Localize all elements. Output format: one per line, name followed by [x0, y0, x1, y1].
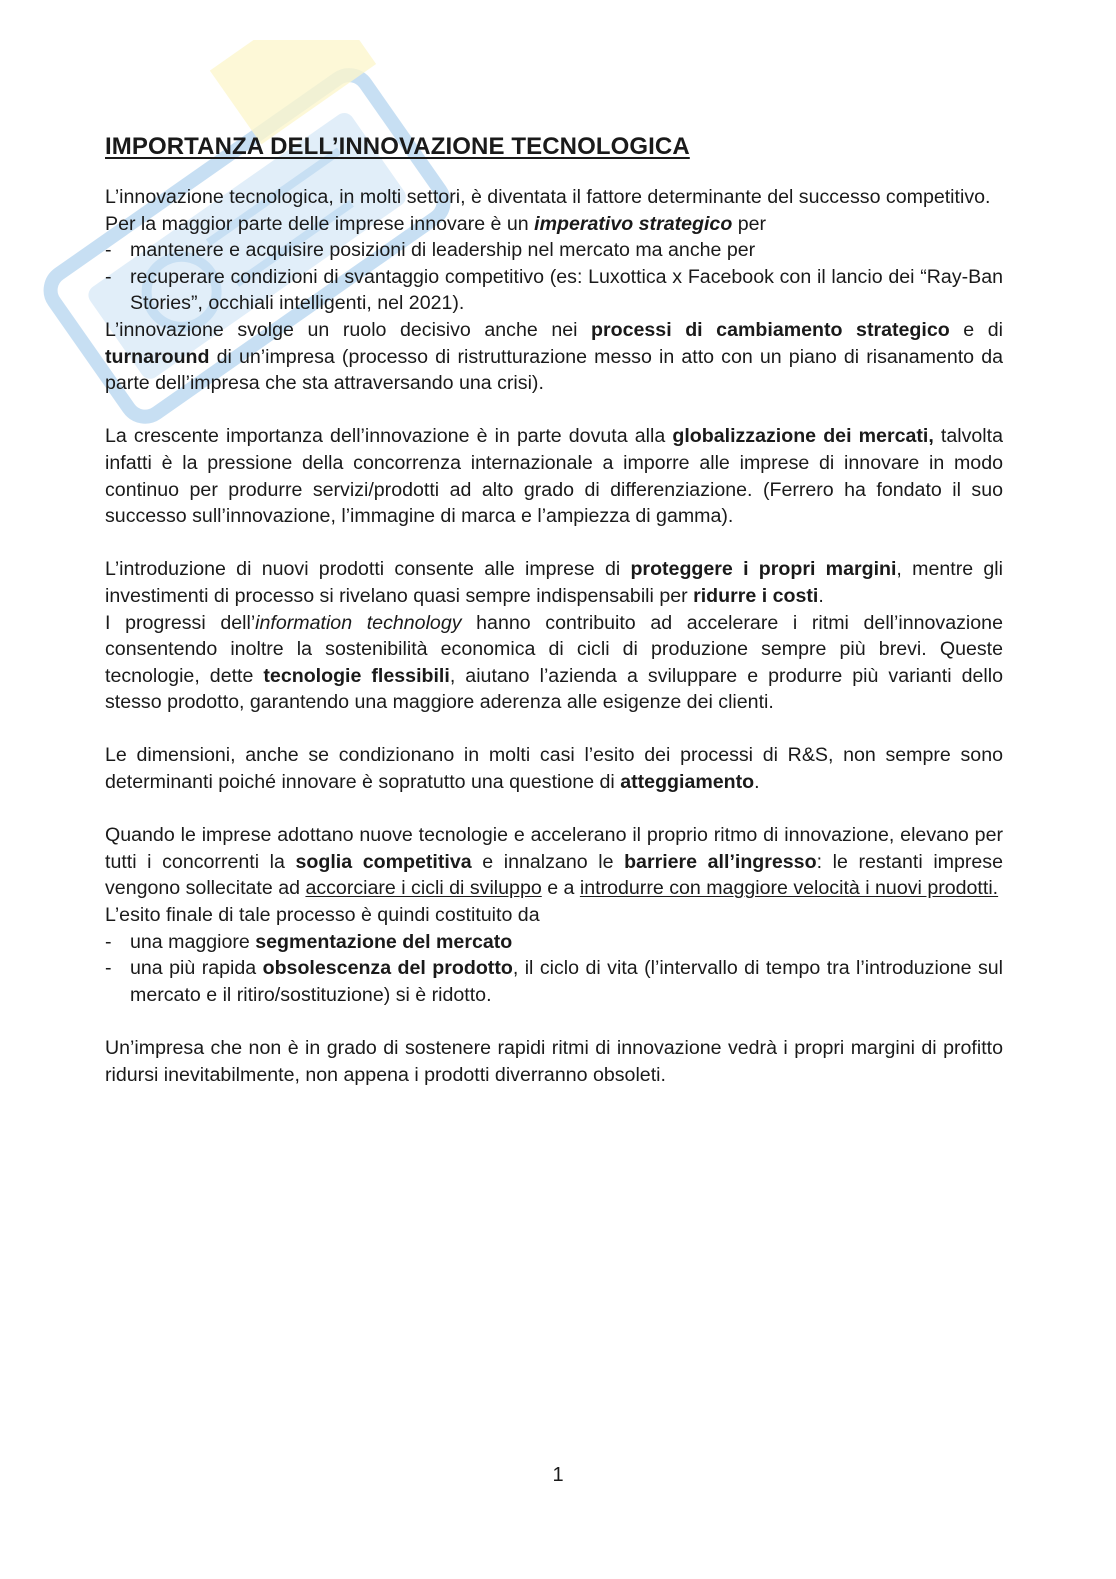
paragraph-outcome: L’esito finale di tale processo è quindi costituito da [105, 904, 540, 927]
list-item: - mantenere e acquisire posizioni di leadership nel mercato ma anche per [105, 237, 1003, 264]
paragraph-imperative: Per la maggior parte delle imprese innovare è un imperativo strategico per [105, 212, 767, 235]
page-number: 1 [552, 1464, 564, 1486]
list-item: - una più rapida obsolescenza del prodotto, il ciclo di vita (l’intervallo di tempo tra l’introduzione sul mercato e il ritiro/sostituzione) si è ridotto. [105, 955, 1003, 1008]
paragraph-conclusion: Un’impresa che non è in grado di sostenere rapidi ritmi di innovazione vedrà i propri margini di profitto ridursi inevitabilmente, non appena i prodotti diverranno obsoleti. [105, 1037, 1003, 1086]
paragraph-dimensions: Le dimensioni, anche se condizionano in molti casi l’esito dei processi di R&S, non sempre sono determinanti poiché innovare è sopratutto una questione di atteggiamento. [105, 744, 1003, 794]
paragraph-intro: L’innovazione tecnologica, in molti settori, è diventata il fattore determinante del successo competitivo. [105, 186, 991, 208]
paragraph-globalization: La crescente importanza dell’innovazione è in parte dovuta alla globalizzazione dei mercati, talvolta infatti è la pressione della concorrenza internazionale a imporre alle imprese di innovare in modo continuo per produrre servizi/prodotti ad alto grado di differenziazione. (Ferrero ha fondato il suo successo sull’innovazione, l’immagine di marca e l’ampiezza di gamma). [105, 425, 1004, 528]
list-outcomes [105, 929, 1003, 1009]
page-title: IMPORTANZA DELL’INNOVAZIONE TECNOLOGICA [105, 133, 690, 160]
paragraph-turnaround: L’innovazione svolge un ruolo decisivo anche nei processi di cambiamento strategico e di turnaround di un’impresa (processo di ristrutturazione messo in atto con un piano di risanamento da parte dell’impresa che sta attraversando una crisi). [105, 318, 1003, 395]
paragraph-competition: Quando le imprese adottano nuove tecnologie e accelerano il proprio ritmo di innovazione, elevano per tutti i concorrenti la soglia competitiva e innalzano le barriere all’ingresso: le restanti imprese vengono sollecitate ad accorciare i cicli di sviluppo e a introdurre con maggiore velocità i nuovi prodotti. [105, 824, 1004, 900]
list-item: - recuperare condizioni di svantaggio competitivo (es: Luxottica x Facebook con il lancio dei “Ray-Ban Stories”, occhiali intelligenti, nel 2021). [105, 264, 1003, 317]
list-item: - una maggiore segmentazione del mercato [105, 929, 1003, 956]
paragraph-margins: L’introduzione di nuovi prodotti consente alle imprese di proteggere i propri margini, mentre gli investimenti di processo si rivelano quasi sempre indispensabili per ridurre i costi. [105, 558, 1003, 607]
document-page [105, 132, 1003, 1088]
paragraph-information-technology: I progressi dell’information technology hanno contribuito ad accelerare i ritmi dell’innovazione consentendo inoltre la sostenibilità economica di cicli di produzione sempre più brevi. Queste tecnologie, dette tecnologie flessibili, aiutano l’azienda a sviluppare e produrre più varianti dello stesso prodotto, garantendo una maggiore aderenza alle esigenze dei clienti. [105, 611, 1004, 714]
list-strategic-goals [105, 237, 1003, 317]
